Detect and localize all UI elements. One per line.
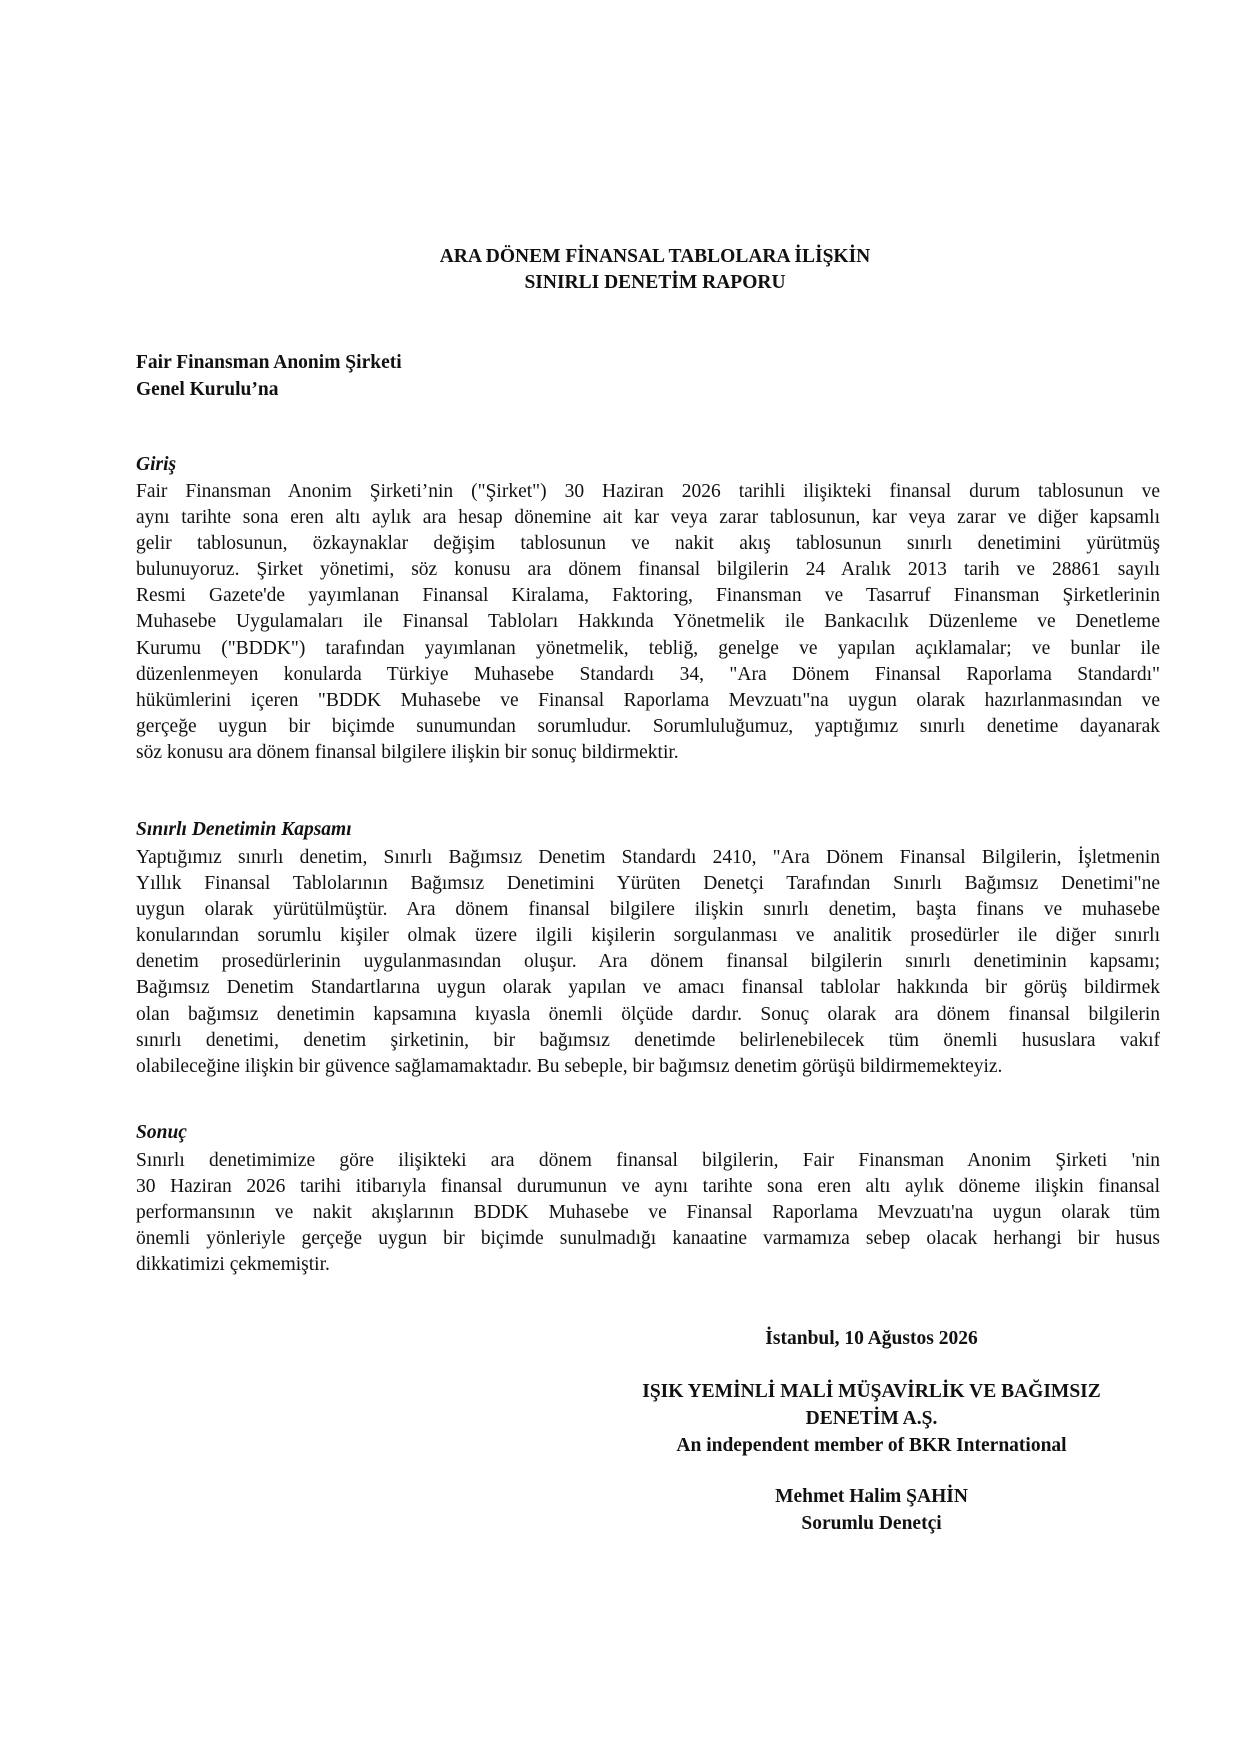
paragraph-line: aynı tarihte sona eren altı aylık ara hesap dönemine ait kar veya zarar tablosunun, kar veya zarar ve diğer kapsamlı <box>136 507 1160 529</box>
signer <box>0 1483 1241 1537</box>
paragraph-line: 30 Haziran 2026 tarihi itibarıyla finansal durumunun ve aynı tarihte sona eren altı aylık döneme ilişkin finansal <box>136 1176 1160 1198</box>
section-paragraph-intro <box>136 479 1160 766</box>
place-and-date: İstanbul, 10 Ağustos 2026 <box>765 1328 978 1349</box>
section-paragraph-scope <box>136 845 1160 1080</box>
paragraph-line: performansının ve nakit akışlarının BDDK Muhasebe ve Finansal Raporlama Mevzuatı'na uygun olarak tüm <box>136 1202 1160 1224</box>
paragraph-line: dikkatimizi çekmemiştir. <box>136 1254 330 1276</box>
paragraph-line: önemli yönleriyle gerçeğe uygun bir biçimde sunulmadığı kanaatine varmamıza sebep olacak herhangi bir husus <box>136 1228 1160 1250</box>
section-heading-intro: Giriş <box>136 454 177 475</box>
paragraph-line: düzenlenmeyen konularda Türkiye Muhasebe Standardı 34, "Ara Dönem Finansal Raporlama Standardı" <box>136 663 1160 685</box>
paragraph-line: denetim prosedürlerinin uygulanmasından oluşur. Ara dönem finansal bilgilerin sınırlı denetiminin kapsamı; <box>136 951 1160 973</box>
paragraph-line: olabileceğine ilişkin bir güvence sağlamamaktadır. Bu sebeple, bir bağımsız denetim görüşü bildirmemekteyiz. <box>136 1055 1003 1077</box>
paragraph-line: Sınırlı denetimimize göre ilişikteki ara dönem finansal bilgilerin, Fair Finansman Anonim Şirketi 'nin <box>136 1150 1160 1171</box>
paragraph-line: Kurumu ("BDDK") tarafından yayımlanan yönetmelik, tebliğ, genelge ve yapılan açıklamalar; ve bunlar ile <box>136 637 1160 659</box>
paragraph-line: hükümlerini içeren "BDDK Muhasebe ve Finansal Raporlama Mevzuatı"na uygun olarak hazırlanmasından ve <box>136 689 1160 711</box>
audit-firm <box>0 1378 1241 1459</box>
paragraph-line: bulunuyoruz. Şirket yönetimi, söz konusu ara dönem finansal bilgilerin 24 Aralık 2013 tarih ve 28861 sayılı <box>136 559 1160 581</box>
audit-firm-line-2: DENETİM A.Ş. <box>805 1408 938 1429</box>
audit-firm-line-1: IŞIK YEMİNLİ MALİ MÜŞAVİRLİK VE BAĞIMSIZ <box>642 1381 1101 1402</box>
addressee <box>136 349 402 403</box>
addressee-body: Genel Kurulu’na <box>136 379 279 400</box>
paragraph-line: sınırlı denetimi, denetim şirketinin, bir bağımsız denetimde belirlenebilecek tüm önemli hususlara vakıf <box>136 1029 1160 1051</box>
addressee-company: Fair Finansman Anonim Şirketi <box>136 352 402 373</box>
paragraph-line: gerçeğe uygun bir biçimde sunumundan sorumludur. Sorumluluğumuz, yaptığımız sınırlı denetime dayanarak <box>136 715 1160 737</box>
section-heading-scope: Sınırlı Denetimin Kapsamı <box>136 819 352 840</box>
paragraph-line: Yıllık Finansal Tablolarının Bağımsız Denetimini Yürüten Denetçi Tarafından Sınırlı Bağımsız Denetimi"ne <box>136 873 1160 895</box>
paragraph-line: gelir tablosunun, özkaynaklar değişim tablosunun ve nakit akış tablosunun sınırlı denetimini yürütmüş <box>136 533 1160 555</box>
report-title-line-1: ARA DÖNEM FİNANSAL TABLOLARA İLİŞKİN <box>439 246 871 267</box>
paragraph-line: olan bağımsız denetimin kapsamına kıyasla önemli ölçüde dardır. Sonuç olarak ara dönem finansal bilgilerin <box>136 1003 1160 1025</box>
paragraph-line: Fair Finansman Anonim Şirketi’nin ("Şirket") 30 Haziran 2026 tarihli ilişikteki finansal durum tablosunun ve <box>136 481 1160 502</box>
paragraph-line: Muhasebe Uygulamaları ile Finansal Tabloları Hakkında Yönetmelik ile Bankacılık Düzenleme ve Denetleme <box>136 611 1160 633</box>
paragraph-line: Resmi Gazete'de yayımlanan Finansal Kiralama, Faktoring, Finansman ve Tasarruf Finansman Şirketlerinin <box>136 585 1160 607</box>
paragraph-line: konularından sorumlu kişiler olmak üzere ilgili kişilerin sorgulanması ve analitik prosedürler ile diğer sınırlı <box>136 925 1160 947</box>
section-heading-conclusion: Sonuç <box>136 1122 187 1143</box>
section-paragraph-conclusion <box>136 1148 1160 1278</box>
paragraph-line: söz konusu ara dönem finansal bilgilere ilişkin bir sonuç bildirmektir. <box>136 741 679 763</box>
paragraph-line: Yaptığımız sınırlı denetim, Sınırlı Bağımsız Denetim Standardı 2410, "Ara Dönem Finansal Bilgilerin, İşletmenin <box>136 847 1160 868</box>
paragraph-line: Bağımsız Denetim Standartlarına uygun olarak yapılan ve amacı finansal tablolar hakkında bir görüş bildirmek <box>136 977 1160 999</box>
report-title-line-2: SINIRLI DENETİM RAPORU <box>524 272 786 293</box>
report-title <box>0 244 1241 296</box>
audit-firm-line-3: An independent member of BKR International <box>676 1435 1067 1456</box>
paragraph-line: uygun olarak yürütülmüştür. Ara dönem finansal bilgilere ilişkin sınırlı denetim, başta finans ve muhasebe <box>136 899 1160 921</box>
signer-name: Mehmet Halim ŞAHİN <box>775 1486 968 1507</box>
signer-title: Sorumlu Denetçi <box>801 1513 942 1534</box>
